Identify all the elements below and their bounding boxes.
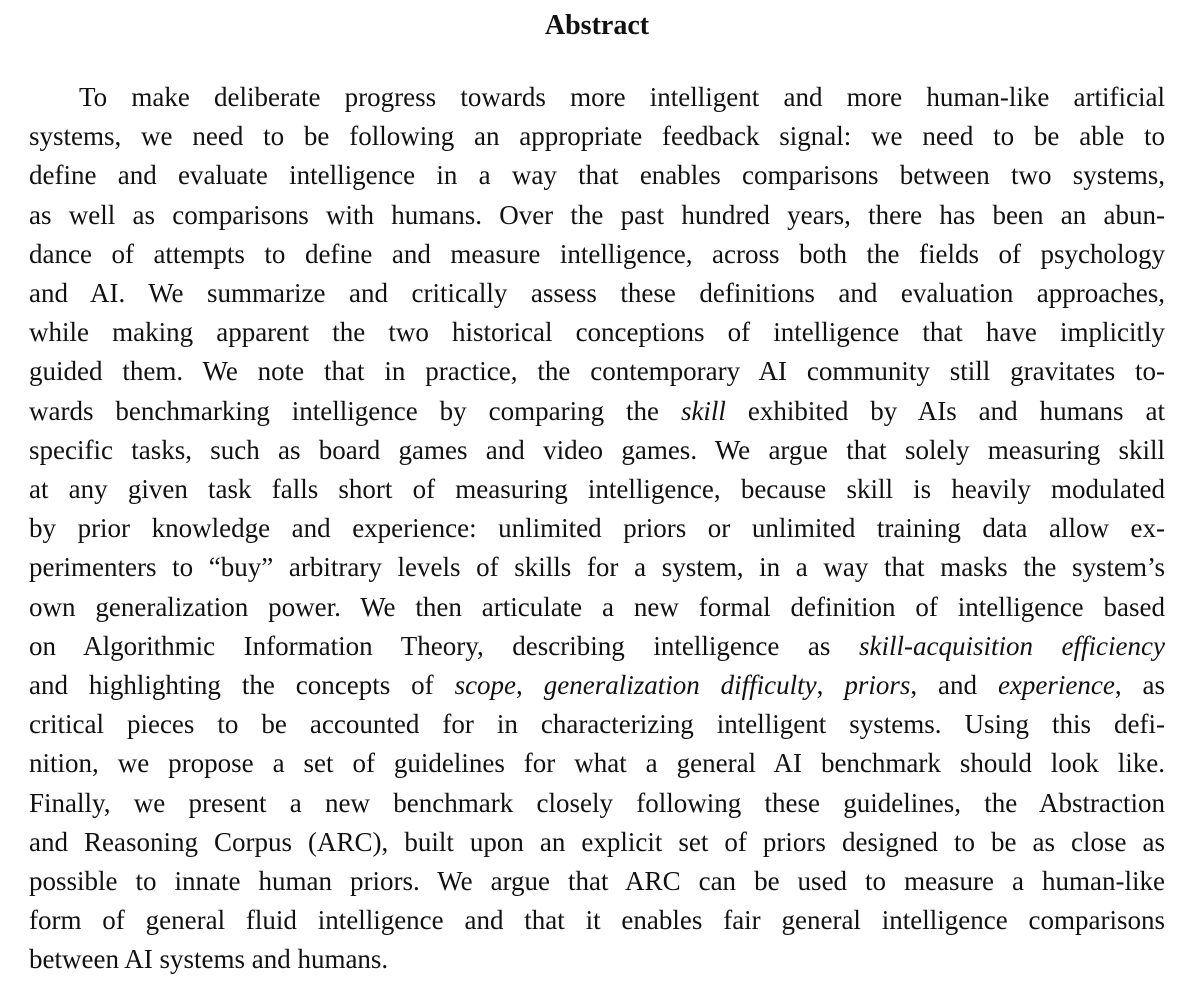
abstract-line: perimenters to “buy” arbitrary levels of skills for a system, in a way that masks the system’s <box>29 552 1165 583</box>
abstract-segment: , <box>516 670 544 701</box>
abstract-line: and Reasoning Corpus (ARC), built upon an explicit set of priors designed to be as close as <box>29 826 1165 857</box>
abstract-segment: , as <box>1114 670 1166 701</box>
abstract-line: while making apparent the two historical conceptions of intelligence that have implicitly <box>29 317 1165 348</box>
abstract-line: systems, we need to be following an appropriate feedback signal: we need to be able to <box>29 121 1165 152</box>
abstract-line: between AI systems and humans. <box>29 944 389 975</box>
abstract-line: possible to innate human priors. We argue that ARC can be used to measure a human-like <box>29 866 1165 897</box>
abstract-line: form of general fluid intelligence and that it enables fair general intelligence comparisons <box>29 905 1165 936</box>
abstract-segment: and highlighting the concepts of <box>29 670 455 701</box>
abstract-line: at any given task falls short of measuring intelligence, because skill is heavily modulated <box>29 474 1165 505</box>
abstract-text <box>29 44 1165 980</box>
abstract-line: critical pieces to be accounted for in characterizing intelligent systems. Using this defi- <box>29 709 1165 740</box>
abstract-line: To make deliberate progress towards more intelligent and more human-like artificial <box>79 82 1165 112</box>
abstract-line: guided them. We note that in practice, the contemporary AI community still gravitates to- <box>29 356 1165 387</box>
abstract-line <box>29 666 1165 705</box>
emphasis-experience: experience <box>997 670 1115 701</box>
abstract-line: by prior knowledge and experience: unlimited priors or unlimited training data allow ex- <box>29 513 1165 544</box>
abstract-line: Finally, we present a new benchmark closely following these guidelines, the Abstraction <box>29 787 1165 818</box>
abstract-line: define and evaluate intelligence in a way that enables comparisons between two systems, <box>29 160 1165 191</box>
abstract-line <box>29 392 1165 431</box>
emphasis-generalization-difficulty: generalization difficulty <box>543 670 817 701</box>
emphasis-priors: priors <box>844 670 911 701</box>
paper-page <box>29 0 1165 980</box>
abstract-segment: wards benchmarking intelligence by comparing the <box>29 395 681 426</box>
abstract-segment: , and <box>910 670 998 701</box>
abstract-line: and AI. We summarize and critically assess these definitions and evaluation approaches, <box>29 278 1165 309</box>
emphasis-skill: skill <box>680 395 726 426</box>
abstract-heading: Abstract <box>544 10 650 41</box>
abstract-line <box>29 627 1165 666</box>
emphasis-skill-acquisition-efficiency: skill-acquisition efficiency <box>858 630 1165 661</box>
abstract-line: nition, we propose a set of guidelines for what a general AI benchmark should look like. <box>29 748 1165 779</box>
abstract-line: own generalization power. We then articulate a new formal definition of intelligence based <box>29 591 1165 622</box>
abstract-line: specific tasks, such as board games and video games. We argue that solely measuring skill <box>29 434 1165 465</box>
emphasis-scope: scope <box>454 670 517 701</box>
abstract-segment: on Algorithmic Information Theory, describing intelligence as <box>29 630 859 661</box>
abstract-segment: , <box>816 670 845 701</box>
abstract-line: dance of attempts to define and measure intelligence, across both the fields of psychology <box>29 238 1165 269</box>
abstract-segment: exhibited by AIs and humans at <box>725 395 1165 426</box>
abstract-line: as well as comparisons with humans. Over the past hundred years, there has been an abun- <box>29 199 1165 230</box>
